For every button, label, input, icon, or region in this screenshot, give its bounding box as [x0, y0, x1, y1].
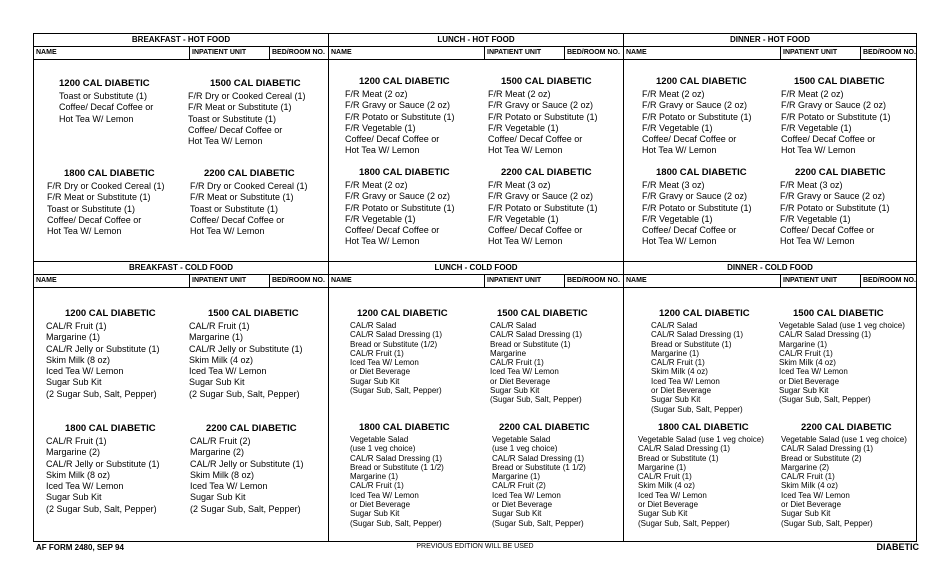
menu-item: F/R Vegetable (1)	[345, 213, 416, 224]
menu-item: Vegetable Salad (use 1 veg choice)	[638, 435, 764, 444]
menu-item: Hot Tea W/ Lemon	[488, 236, 563, 247]
menu-item: Coffee/ Decaf Coffee or	[345, 134, 440, 145]
menu-item: Iced Tea W/ Lemon	[350, 490, 419, 500]
menu-item: Sugar Sub Kit	[350, 376, 400, 386]
name-field[interactable]: NAME	[36, 277, 57, 284]
menu-item: Margarine	[490, 348, 527, 358]
menu-item: Hot Tea W/ Lemon	[642, 236, 717, 247]
menu-item: Bread or Substitute (1)	[490, 339, 571, 349]
menu-item: CAL/R Fruit (1)	[490, 358, 544, 368]
menu-title: 1200 CAL DIABETIC	[65, 308, 156, 319]
menu-item: Iced Tea W/ Lemon	[492, 490, 561, 500]
menu-item: Hot Tea W/ Lemon	[780, 236, 855, 247]
breakfast-hot-section	[34, 34, 328, 261]
menu-item: CAL/R Salad	[490, 321, 537, 330]
section-title: BREAKFAST - HOT FOOD	[34, 34, 328, 47]
menu-title: 2200 CAL DIABETIC	[801, 422, 892, 433]
menu-item: F/R Gravy or Sauce (2 oz)	[642, 191, 748, 202]
menu-title: 1500 CAL DIABETIC	[793, 308, 884, 319]
menu-block	[59, 78, 153, 125]
menu-item: Hot Tea W/ Lemon	[47, 226, 122, 237]
menu-block	[492, 422, 590, 528]
menu-item: or Diet Beverage	[651, 386, 712, 396]
menu-item: (Sugar Sub, Salt, Pepper)	[492, 518, 584, 528]
menu-block	[638, 422, 764, 528]
name-field[interactable]: NAME	[626, 49, 647, 56]
dinner-hot-section	[624, 34, 916, 261]
menu-item: F/R Gravy or Sauce (2 oz)	[345, 100, 451, 111]
menu-item: CAL/R Fruit (1)	[46, 321, 107, 331]
menu-item: (2 Sugar Sub, Salt, Pepper)	[46, 388, 157, 399]
menu-item: Sugar Sub Kit	[638, 509, 688, 519]
menu-item: Margarine (1)	[350, 472, 399, 482]
menu-item: F/R Meat (2 oz)	[345, 89, 408, 99]
menu-title: 1200 CAL DIABETIC	[357, 308, 448, 319]
dinner-cold-section	[624, 261, 916, 543]
menu-item: Margarine (2)	[46, 447, 101, 458]
bed-room-field[interactable]: BED/ROOM NO.	[269, 275, 328, 287]
menu-item: Coffee/ Decaf Coffee or	[642, 225, 737, 236]
menu-item: (Sugar Sub, Salt, Pepper)	[350, 386, 442, 396]
menu-title: 1800 CAL DIABETIC	[64, 168, 155, 179]
menu-block	[46, 423, 160, 515]
bed-room-field[interactable]: BED/ROOM NO.	[860, 47, 916, 59]
header-row	[624, 47, 916, 60]
inpatient-unit-field[interactable]: INPATIENT UNIT	[484, 47, 564, 59]
menu-item: Margarine (2)	[190, 447, 245, 458]
menu-item: Iced Tea W/ Lemon	[46, 481, 124, 492]
lunch-cold-section	[329, 261, 623, 543]
menu-item: F/R Meat or Substitute (1)	[190, 192, 294, 203]
menu-item: CAL/R Fruit (1)	[781, 472, 835, 482]
menu-title: 2200 CAL DIABETIC	[501, 167, 592, 178]
inpatient-unit-field[interactable]: INPATIENT UNIT	[780, 275, 860, 287]
menu-item: Coffee/ Decaf Coffee or	[488, 134, 583, 145]
menu-item: F/R Meat (3 oz)	[642, 180, 705, 190]
menu-title: 2200 CAL DIABETIC	[204, 168, 295, 179]
menu-item: F/R Potato or Substitute (1)	[488, 202, 598, 213]
menu-item: Toast or Substitute (1)	[59, 91, 148, 101]
name-field[interactable]: NAME	[331, 49, 352, 56]
menu-item: CAL/R Jelly or Substitute (1)	[189, 343, 303, 354]
menu-item: Skim Milk (4 oz)	[781, 481, 838, 491]
menu-item: Coffee/ Decaf Coffee or	[190, 214, 285, 225]
menu-item: Iced Tea W/ Lemon	[490, 367, 559, 377]
section-title: LUNCH - HOT FOOD	[329, 34, 623, 47]
menu-item: (use 1 veg choice)	[350, 444, 416, 454]
menu-block	[189, 308, 303, 400]
menu-item: Iced Tea W/ Lemon	[651, 376, 720, 386]
menu-item: F/R Meat (2 oz)	[642, 89, 705, 99]
menu-item: (Sugar Sub, Salt, Pepper)	[490, 395, 582, 405]
menu-block	[350, 308, 448, 395]
menu-item: Bread or Substitute (2)	[781, 453, 862, 463]
menu-item: CAL/R Salad Dressing (1)	[490, 330, 583, 340]
menu-item: F/R Dry or Cooked Cereal (1)	[47, 181, 165, 191]
menu-block	[190, 168, 308, 237]
menu-item: Sugar Sub Kit	[189, 377, 245, 388]
menu-item: Iced Tea W/ Lemon	[781, 490, 850, 500]
menu-item: F/R Vegetable (1)	[488, 122, 559, 133]
menu-item: Coffee/ Decaf Coffee or	[47, 214, 142, 225]
edition-note: PREVIOUS EDITION WILL BE USED	[416, 543, 534, 550]
menu-block	[780, 167, 890, 248]
inpatient-unit-field[interactable]: INPATIENT UNIT	[189, 47, 269, 59]
menu-item: F/R Vegetable (1)	[642, 213, 713, 224]
menu-block	[345, 76, 455, 157]
menu-item: F/R Meat (2 oz)	[488, 89, 551, 99]
menu-item: CAL/R Salad	[651, 321, 698, 330]
menu-item: F/R Vegetable (1)	[780, 213, 851, 224]
menu-item: Sugar Sub Kit	[46, 377, 102, 388]
menu-item: Margarine (1)	[492, 472, 541, 482]
menu-item: F/R Meat or Substitute (1)	[188, 102, 292, 113]
menu-title: 1800 CAL DIABETIC	[658, 422, 749, 433]
menu-item: Sugar Sub Kit	[46, 492, 102, 503]
menu-item: F/R Potato or Substitute (1)	[642, 202, 752, 213]
menu-item: (2 Sugar Sub, Salt, Pepper)	[189, 388, 300, 399]
menu-item: F/R Potato or Substitute (1)	[780, 202, 890, 213]
menu-item: Hot Tea W/ Lemon	[781, 145, 856, 156]
menu-item: or Diet Beverage	[350, 500, 411, 510]
menu-item: F/R Meat (3 oz)	[780, 180, 843, 190]
menu-item: F/R Vegetable (1)	[781, 122, 852, 133]
menu-item: F/R Dry or Cooked Cereal (1)	[190, 181, 308, 191]
menu-item: Skim Milk (4 oz)	[779, 358, 836, 368]
inpatient-unit-field[interactable]: INPATIENT UNIT	[189, 275, 269, 287]
menu-item: Coffee/ Decaf Coffee or	[781, 134, 876, 145]
menu-item: CAL/R Salad Dressing (1)	[779, 330, 872, 340]
menu-item: Hot Tea W/ Lemon	[488, 145, 563, 156]
menu-item: Bread or Substitute (1 1/2)	[492, 462, 586, 472]
menu-item: F/R Meat or Substitute (1)	[47, 192, 151, 203]
menu-item: Sugar Sub Kit	[350, 509, 400, 519]
inpatient-unit-field[interactable]: INPATIENT UNIT	[484, 275, 564, 287]
menu-item: Hot Tea W/ Lemon	[188, 136, 263, 147]
form-number: AF FORM 2480, SEP 94	[36, 543, 124, 552]
menu-item: (Sugar Sub, Salt, Pepper)	[638, 518, 730, 528]
menu-item: Vegetable Salad (use 1 veg choice)	[779, 321, 905, 330]
menu-item: Margarine (1)	[779, 339, 828, 349]
menu-item: F/R Gravy or Sauce (2 oz)	[345, 191, 451, 202]
menu-title: 2200 CAL DIABETIC	[795, 167, 886, 178]
header-row	[34, 47, 328, 60]
menu-item: Sugar Sub Kit	[490, 386, 540, 396]
menu-block	[779, 308, 905, 405]
menu-item: Hot Tea W/ Lemon	[59, 113, 134, 124]
menu-item: F/R Gravy or Sauce (2 oz)	[488, 100, 594, 111]
menu-item: F/R Potato or Substitute (1)	[345, 111, 455, 122]
diet-form	[33, 33, 917, 542]
menu-title: 1800 CAL DIABETIC	[359, 167, 450, 178]
menu-title: 1200 CAL DIABETIC	[59, 78, 150, 89]
header-row	[329, 275, 623, 288]
menu-item: Bread or Substitute (1)	[651, 339, 732, 349]
name-field[interactable]: NAME	[36, 49, 57, 56]
menu-title: 1800 CAL DIABETIC	[656, 167, 747, 178]
menu-block	[488, 167, 598, 248]
menu-item: CAL/R Fruit (1)	[350, 348, 404, 358]
menu-block	[781, 422, 907, 528]
menu-item: F/R Gravy or Sauce (2 oz)	[780, 191, 886, 202]
menu-item: CAL/R Salad Dressing (1)	[638, 444, 731, 454]
menu-item: F/R Potato or Substitute (1)	[345, 202, 455, 213]
menu-item: F/R Potato or Substitute (1)	[781, 111, 891, 122]
menu-item: CAL/R Salad Dressing (1)	[492, 453, 585, 463]
menu-block	[350, 422, 450, 528]
menu-item: Iced Tea W/ Lemon	[350, 358, 419, 368]
menu-item: Coffee/ Decaf Coffee or	[780, 225, 875, 236]
menu-block	[188, 78, 306, 147]
menu-item: or Diet Beverage	[492, 500, 553, 510]
menu-item: CAL/R Salad Dressing (1)	[350, 453, 443, 463]
menu-item: Toast or Substitute (1)	[190, 203, 279, 214]
menu-item: or Diet Beverage	[779, 376, 840, 386]
menu-item: Skim Milk (8 oz)	[46, 469, 111, 480]
menu-item: Margarine (1)	[46, 332, 101, 343]
menu-item: Vegetable Salad	[350, 435, 409, 444]
menu-item: F/R Vegetable (1)	[345, 122, 416, 133]
menu-item: F/R Vegetable (1)	[488, 213, 559, 224]
menu-item: CAL/R Salad	[350, 321, 397, 330]
breakfast-column	[34, 34, 328, 541]
menu-item: Skim Milk (4 oz)	[638, 481, 695, 491]
menu-title: 2200 CAL DIABETIC	[206, 423, 297, 434]
menu-title: 1500 CAL DIABETIC	[794, 76, 885, 87]
menu-item: CAL/R Jelly or Substitute (1)	[46, 458, 160, 469]
menu-item: or Diet Beverage	[490, 376, 551, 386]
name-field[interactable]: NAME	[331, 277, 352, 284]
bed-room-field[interactable]: BED/ROOM NO.	[564, 275, 623, 287]
menu-block	[651, 308, 750, 414]
menu-item: Hot Tea W/ Lemon	[345, 145, 420, 156]
menu-item: Toast or Substitute (1)	[188, 113, 277, 124]
menu-title: 1500 CAL DIABETIC	[210, 78, 301, 89]
menu-item: Hot Tea W/ Lemon	[642, 145, 717, 156]
menu-item: CAL/R Salad Dressing (1)	[350, 330, 443, 340]
menu-item: CAL/R Fruit (1)	[638, 472, 692, 482]
menu-item: Iced Tea W/ Lemon	[189, 366, 267, 377]
menu-item: Hot Tea W/ Lemon	[345, 236, 420, 247]
menu-item: Skim Milk (8 oz)	[190, 469, 255, 480]
menu-item: Toast or Substitute (1)	[47, 203, 136, 214]
menu-item: Coffee/ Decaf Coffee or	[345, 225, 440, 236]
menu-block	[47, 168, 165, 237]
menu-title: 1500 CAL DIABETIC	[208, 308, 299, 319]
menu-item: Sugar Sub Kit	[190, 492, 246, 503]
section-title: DINNER - COLD FOOD	[624, 262, 916, 275]
bed-room-field[interactable]: BED/ROOM NO.	[269, 47, 328, 59]
header-row	[34, 275, 328, 288]
menu-item: Margarine (1)	[651, 348, 700, 358]
menu-item: CAL/R Salad Dressing (1)	[651, 330, 744, 340]
menu-item: (Sugar Sub, Salt, Pepper)	[651, 404, 743, 414]
menu-item: Iced Tea W/ Lemon	[779, 367, 848, 377]
menu-block	[46, 308, 160, 400]
menu-title: 1800 CAL DIABETIC	[65, 423, 156, 434]
menu-title: 2200 CAL DIABETIC	[499, 422, 590, 433]
menu-item: or Diet Beverage	[350, 367, 411, 377]
menu-item: Bread or Substitute (1/2)	[350, 339, 438, 349]
lunch-column	[328, 34, 623, 541]
menu-item: Skim Milk (4 oz)	[651, 367, 708, 377]
menu-item: F/R Meat (2 oz)	[345, 180, 408, 190]
menu-item: Skim Milk (8 oz)	[46, 354, 111, 365]
menu-item: (Sugar Sub, Salt, Pepper)	[779, 395, 871, 405]
menu-block	[190, 423, 304, 515]
menu-item: Coffee/ Decaf Coffee or	[188, 124, 283, 135]
menu-item: Bread or Substitute (1 1/2)	[350, 462, 444, 472]
menu-item: Skim Milk (4 oz)	[189, 354, 254, 365]
menu-item: F/R Meat (3 oz)	[488, 180, 551, 190]
menu-item: CAL/R Fruit (1)	[651, 358, 705, 368]
menu-item: Coffee/ Decaf Coffee or	[59, 102, 154, 113]
menu-item: CAL/R Fruit (2)	[190, 436, 251, 446]
menu-title: 1200 CAL DIABETIC	[659, 308, 750, 319]
menu-item: F/R Potato or Substitute (1)	[488, 111, 598, 122]
menu-item: Hot Tea W/ Lemon	[190, 226, 265, 237]
menu-item: Bread or Substitute (1)	[638, 453, 719, 463]
diet-label: DIABETIC	[876, 542, 919, 552]
menu-title: 1800 CAL DIABETIC	[359, 422, 450, 433]
menu-item: (2 Sugar Sub, Salt, Pepper)	[46, 503, 157, 514]
menu-item: CAL/R Fruit (1)	[46, 436, 107, 446]
menu-item: Coffee/ Decaf Coffee or	[642, 134, 737, 145]
menu-item: Margarine (2)	[781, 462, 830, 472]
menu-item: (Sugar Sub, Salt, Pepper)	[350, 518, 442, 528]
header-row	[329, 47, 623, 60]
menu-item: Coffee/ Decaf Coffee or	[488, 225, 583, 236]
dinner-column	[623, 34, 916, 541]
breakfast-cold-section	[34, 261, 328, 543]
inpatient-unit-field[interactable]: INPATIENT UNIT	[780, 47, 860, 59]
menu-block	[642, 76, 752, 157]
menu-item: Sugar Sub Kit	[651, 395, 701, 405]
menu-item: F/R Gravy or Sauce (2 oz)	[488, 191, 594, 202]
menu-item: F/R Meat (2 oz)	[781, 89, 844, 99]
menu-item: (use 1 veg choice)	[492, 444, 558, 454]
menu-item: F/R Potato or Substitute (1)	[642, 111, 752, 122]
menu-item: F/R Gravy or Sauce (2 oz)	[781, 100, 887, 111]
menu-item: Sugar Sub Kit	[779, 386, 829, 396]
bed-room-field[interactable]: BED/ROOM NO.	[860, 275, 916, 287]
menu-block	[642, 167, 752, 248]
bed-room-field[interactable]: BED/ROOM NO.	[564, 47, 623, 59]
menu-item: F/R Gravy or Sauce (2 oz)	[642, 100, 748, 111]
section-title: BREAKFAST - COLD FOOD	[34, 262, 328, 275]
menu-item: F/R Dry or Cooked Cereal (1)	[188, 91, 306, 101]
section-title: DINNER - HOT FOOD	[624, 34, 916, 47]
menu-item: Margarine (1)	[189, 332, 244, 343]
header-row	[624, 275, 916, 288]
menu-item: Iced Tea W/ Lemon	[638, 490, 707, 500]
menu-block	[345, 167, 455, 248]
menu-item: CAL/R Fruit (2)	[492, 481, 546, 491]
menu-item: CAL/R Jelly or Substitute (1)	[46, 343, 160, 354]
menu-item: CAL/R Fruit (1)	[189, 321, 250, 331]
menu-block	[781, 76, 891, 157]
menu-item: Iced Tea W/ Lemon	[46, 366, 124, 377]
menu-block	[488, 76, 598, 157]
menu-item: (Sugar Sub, Salt, Pepper)	[781, 518, 873, 528]
menu-item: CAL/R Fruit (1)	[779, 348, 833, 358]
menu-block	[490, 308, 588, 405]
menu-item: CAL/R Salad Dressing (1)	[781, 444, 874, 454]
name-field[interactable]: NAME	[626, 277, 647, 284]
menu-item: or Diet Beverage	[638, 500, 699, 510]
menu-item: F/R Vegetable (1)	[642, 122, 713, 133]
menu-title: 1200 CAL DIABETIC	[656, 76, 747, 87]
menu-item: or Diet Beverage	[781, 500, 842, 510]
menu-item: Sugar Sub Kit	[492, 509, 542, 519]
menu-item: Iced Tea W/ Lemon	[190, 481, 268, 492]
lunch-hot-section	[329, 34, 623, 261]
menu-item: Sugar Sub Kit	[781, 509, 831, 519]
menu-item: Vegetable Salad	[492, 435, 551, 444]
menu-item: (2 Sugar Sub, Salt, Pepper)	[190, 503, 301, 514]
menu-item: Margarine (1)	[638, 462, 687, 472]
menu-title: 1500 CAL DIABETIC	[497, 308, 588, 319]
menu-item: CAL/R Jelly or Substitute (1)	[190, 458, 304, 469]
menu-item: CAL/R Fruit (1)	[350, 481, 404, 491]
menu-item: Vegetable Salad (use 1 veg choice)	[781, 435, 907, 444]
section-title: LUNCH - COLD FOOD	[329, 262, 623, 275]
menu-title: 1500 CAL DIABETIC	[501, 76, 592, 87]
menu-title: 1200 CAL DIABETIC	[359, 76, 450, 87]
